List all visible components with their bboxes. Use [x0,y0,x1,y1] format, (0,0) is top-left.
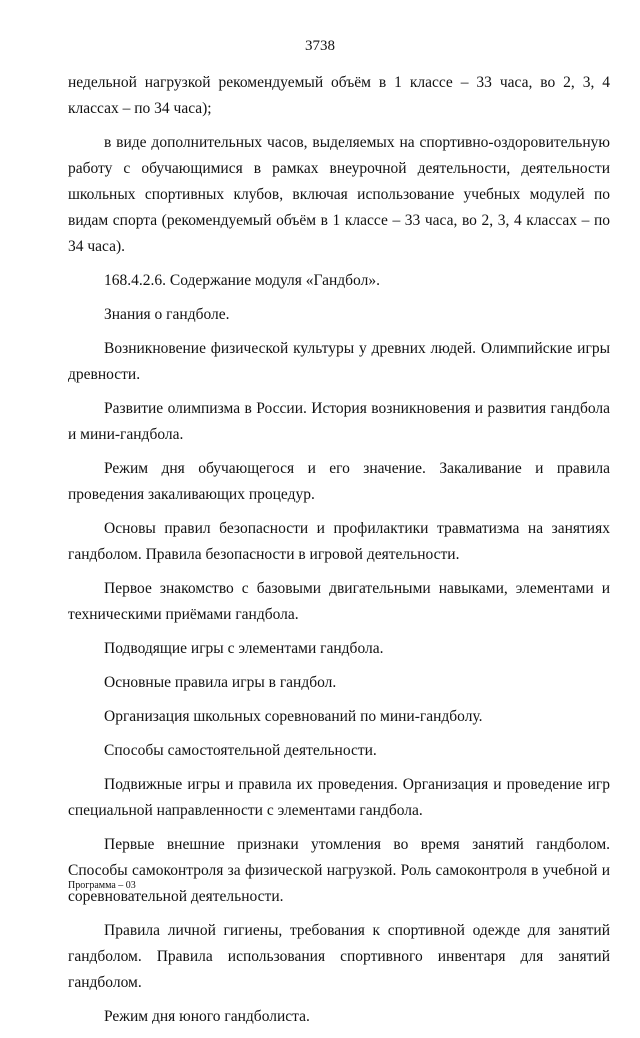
paragraph: Первые внешние признаки утомления во время занятий гандболом. Способы самоконтроля за физической нагрузкой. Роль самоконтроля в учебной и соревновательной деятельности. [68,836,610,905]
section-heading: 168.4.2.6. Содержание модуля «Гандбол». [104,272,380,289]
paragraph: Возникновение физической культуры у древних людей. Олимпийские игры древности. [68,340,610,383]
paragraph: Режим дня обучающегося и его значение. Закаливание и правила проведения закаливающих процедур. [68,460,610,503]
paragraph: Первое знакомство с базовыми двигательными навыками, элементами и техническими приёмами гандбола. [68,580,610,623]
page-footer: Программа – 03 [68,880,136,891]
page-number: 3738 [305,38,335,54]
paragraph: Основные правила игры в гандбол. [104,674,337,691]
paragraph: Развитие олимпизма в России. История возникновения и развития гандбола и мини-гандбола. [68,400,610,443]
subsection-heading: Знания о гандболе. [104,306,230,323]
paragraph: недельной нагрузкой рекомендуемый объём в 1 классе – 33 часа, во 2, 3, 4 классах – по 34 часа); [68,74,610,117]
body-text [68,70,610,1038]
subsection-heading: Способы самостоятельной деятельности. [104,742,377,759]
paragraph: Подводящие игры с элементами гандбола. [104,640,384,657]
paragraph: Основы правил безопасности и профилактики травматизма на занятиях гандболом. Правила безопасности в игровой деятельности. [68,520,610,563]
paragraph: Подвижные игры и правила их проведения. Организация и проведение игр специальной направленности с элементами гандбола. [68,776,610,819]
paragraph: в виде дополнительных часов, выделяемых на спортивно-оздоровительную работу с обучающимися в рамках внеурочной деятельности, деятельности школьных спортивных клубов, включая использование учебных модулей по видам спорта (рекомендуемый объём в 1 классе – 33 часа, во 2, 3, 4 классах – по 34 часа). [68,134,610,255]
paragraph: Режим дня юного гандболиста. [104,1008,310,1025]
paragraph: Правила личной гигиены, требования к спортивной одежде для занятий гандболом. Правила использования спортивного инвентаря для занятий гандболом. [68,922,610,991]
paragraph: Организация школьных соревнований по мини-гандболу. [104,708,483,725]
